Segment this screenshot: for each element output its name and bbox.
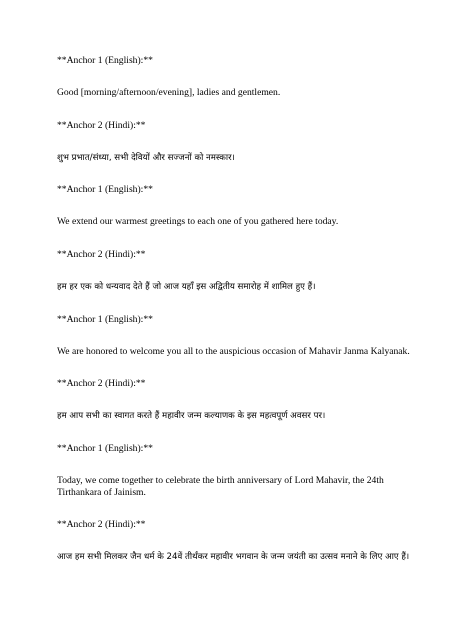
paragraph: We are honored to welcome you all to the auspicious occasion of Mahavir Janma Kalyanak.	[57, 346, 410, 357]
anchor-heading: **Anchor 1 (English):**	[57, 184, 153, 195]
anchor-heading: **Anchor 1 (English):**	[57, 55, 153, 66]
paragraph-hindi: हम हर एक को धन्यवाद देते हैं जो आज यहाँ इस अद्वितीय समारोह में शामिल हुए हैं।	[57, 282, 316, 292]
anchor-heading: **Anchor 2 (Hindi):**	[57, 519, 146, 530]
paragraph: Good [morning/afternoon/evening], ladies and gentlemen.	[57, 87, 281, 98]
paragraph-hindi: हम आप सभी का स्वागत करते हैं महावीर जन्म कल्याणक के इस महत्वपूर्ण अवसर पर।	[57, 411, 326, 421]
anchor-heading: **Anchor 2 (Hindi):**	[57, 249, 146, 260]
paragraph-hindi: शुभ प्रभात/संध्या, सभी देवियों और सज्जनों को नमस्कार।	[57, 153, 235, 163]
paragraph-hindi: आज हम सभी मिलकर जैन धर्म के 24वें तीर्थंकर महावीर भगवान के जन्म जयंती का उत्सव मनाने के लिए आए हैं।	[57, 552, 410, 562]
anchor-heading: **Anchor 1 (English):**	[57, 443, 153, 454]
anchor-heading: **Anchor 1 (English):**	[57, 314, 153, 325]
paragraph: Today, we come together to celebrate the birth anniversary of Lord Mahavir, the 24th Tirthankara of Jainism.	[57, 475, 387, 498]
anchor-heading: **Anchor 2 (Hindi):**	[57, 120, 146, 131]
paragraph: We extend our warmest greetings to each one of you gathered here today.	[57, 216, 339, 227]
anchor-heading: **Anchor 2 (Hindi):**	[57, 378, 146, 389]
